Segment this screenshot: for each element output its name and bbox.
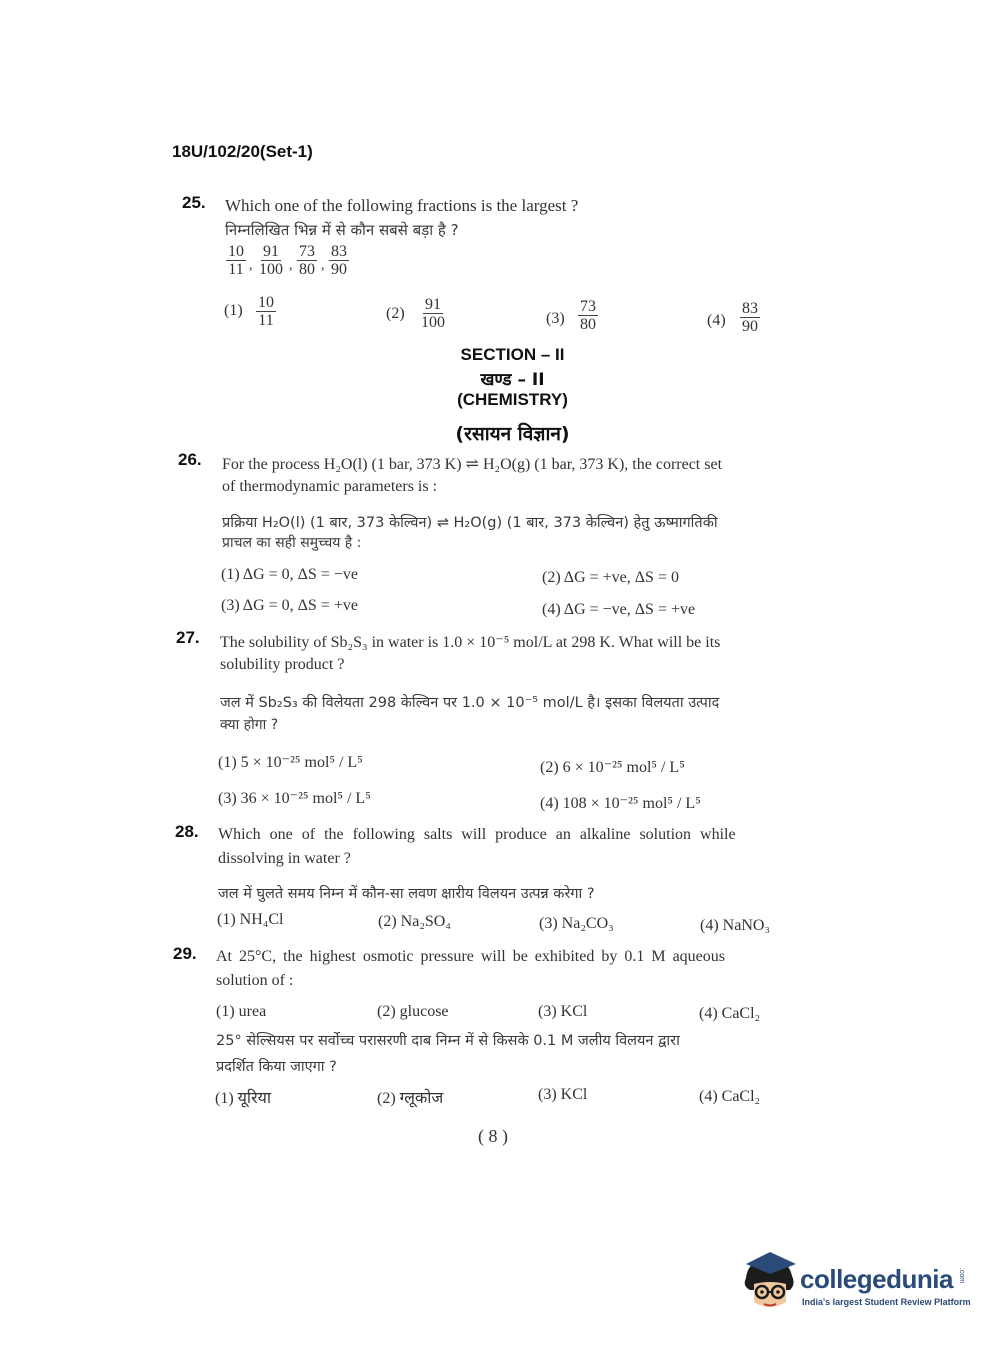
question-text: For the process H₂O(l) (1 bar, 373 K) ⇌ H₂O(g) (1 bar, 373 K), the correct set <box>222 456 723 473</box>
page-number: ( 8 ) <box>478 1126 508 1146</box>
fraction: $\frac{10}{11}$ <box>228 243 244 278</box>
option-label: (3) <box>546 310 565 327</box>
section-title-hindi: खण्ड – II <box>480 370 545 390</box>
option-label: (2) <box>386 305 405 322</box>
fraction: $\frac{91}{100}$ <box>259 243 283 278</box>
question-text-hindi: प्रक्रिया H₂O(l) (1 बार, 373 केल्विन) ⇌ H₂O(g) (1 बार, 373 केल्विन) हेतु ऊष्मागतिकी <box>222 515 718 531</box>
option: (2) ग्लूकोज <box>377 1090 444 1107</box>
option-label: (1) <box>224 302 243 319</box>
question-text: of thermodynamic parameters is : <box>222 478 438 495</box>
question-text: The solubility of Sb₂S₃ in water is 1.0 × 10⁻⁵ mol/L at 298 K. What will be its <box>220 634 721 651</box>
option: (3) KCl <box>538 1086 588 1103</box>
question-number: 25. <box>182 193 206 212</box>
logo-name: collegedunia <box>800 1264 953 1294</box>
option: (2) ΔG = +ve, ΔS = 0 <box>542 569 679 586</box>
document-code: 18U/102/20(Set-1) <box>172 142 313 161</box>
option-fraction: $\frac{83}{90}$ <box>742 300 758 335</box>
option-fraction: $\frac{10}{11}$ <box>258 294 274 329</box>
option: (1) urea <box>216 1003 267 1020</box>
question-text: dissolving in water ? <box>218 850 351 867</box>
question-number: 28. <box>175 822 199 841</box>
question-text-hindi: जल में Sb₂S₃ की विलेयता 298 केल्विन पर 1.0 × 10⁻⁵ mol/L है। इसका विलयता उत्पाद <box>220 695 720 711</box>
fraction: $\frac{83}{90}$ <box>331 243 347 278</box>
question-text-hindi: क्या होगा ? <box>220 717 279 733</box>
question-text-hindi: प्रदर्शित किया जाएगा ? <box>216 1059 337 1075</box>
option: (2) glucose <box>377 1003 449 1020</box>
logo-tagline: India's largest Student Review Platform <box>802 1297 971 1307</box>
option: (1) ΔG = 0, ΔS = −ve <box>221 566 358 583</box>
option-fraction: $\frac{91}{100}$ <box>421 296 445 331</box>
fraction-separator: , <box>321 258 325 273</box>
option: (1) 5 × 10⁻²⁵ mol⁵ / L⁵ <box>218 754 363 771</box>
option: (4) CaCl₂ <box>699 1088 761 1105</box>
option: (4) 108 × 10⁻²⁵ mol⁵ / L⁵ <box>540 795 701 812</box>
option: (3) KCl <box>538 1003 588 1020</box>
option: (4) ΔG = −ve, ΔS = +ve <box>542 601 696 618</box>
fraction: $\frac{73}{80}$ <box>299 243 315 278</box>
subject-title: (CHEMISTRY) <box>457 390 568 409</box>
option: (1) यूरिया <box>215 1090 272 1107</box>
question-text: Which one of the following fractions is the largest ? <box>225 196 579 215</box>
question-number: 27. <box>176 628 200 647</box>
logo-domain: .com <box>958 1267 966 1284</box>
option: (4) NaNO₃ <box>700 917 770 934</box>
option: (2) 6 × 10⁻²⁵ mol⁵ / L⁵ <box>540 759 685 776</box>
option-fraction: $\frac{73}{80}$ <box>580 298 596 333</box>
question-number: 26. <box>178 450 202 469</box>
option: (2) Na₂SO₄ <box>378 913 451 930</box>
question-text: At 25°C, the highest osmotic pressure will be exhibited by 0.1 M aqueous <box>216 948 725 965</box>
option: (3) ΔG = 0, ΔS = +ve <box>221 597 358 614</box>
option: (3) Na₂CO₃ <box>539 915 614 932</box>
option: (1) NH₄Cl <box>217 911 284 928</box>
question-text: solution of : <box>216 972 294 989</box>
question-text: Which one of the following salts will produce an alkaline solution while <box>218 826 736 843</box>
option: (4) CaCl₂ <box>699 1005 761 1022</box>
option-label: (4) <box>707 312 726 329</box>
fraction-separator: , <box>249 258 253 273</box>
fraction-separator: , <box>289 258 293 273</box>
subject-title-hindi: (रसायन विज्ञान) <box>455 423 570 445</box>
question-text-hindi: प्राचल का सही समुच्चय है : <box>222 535 362 551</box>
question-text: solubility product ? <box>220 656 345 673</box>
collegedunia-logo <box>740 1250 970 1318</box>
question-text-hindi: 25° सेल्सियस पर सर्वोच्च परासरणी दाब निम्न में से किसके 0.1 M जलीय विलयन द्वारा <box>216 1033 680 1049</box>
option: (3) 36 × 10⁻²⁵ mol⁵ / L⁵ <box>218 790 371 807</box>
mascot-icon <box>740 1250 800 1314</box>
section-title: SECTION – II <box>460 345 565 364</box>
question-text-hindi: जल में घुलते समय निम्न में कौन-सा लवण क्षारीय विलयन उत्पन्न करेगा ? <box>218 886 595 902</box>
question-text-hindi: निम्नलिखित भिन्न में से कौन सबसे बड़ा है ? <box>225 221 459 239</box>
question-number: 29. <box>173 944 197 963</box>
